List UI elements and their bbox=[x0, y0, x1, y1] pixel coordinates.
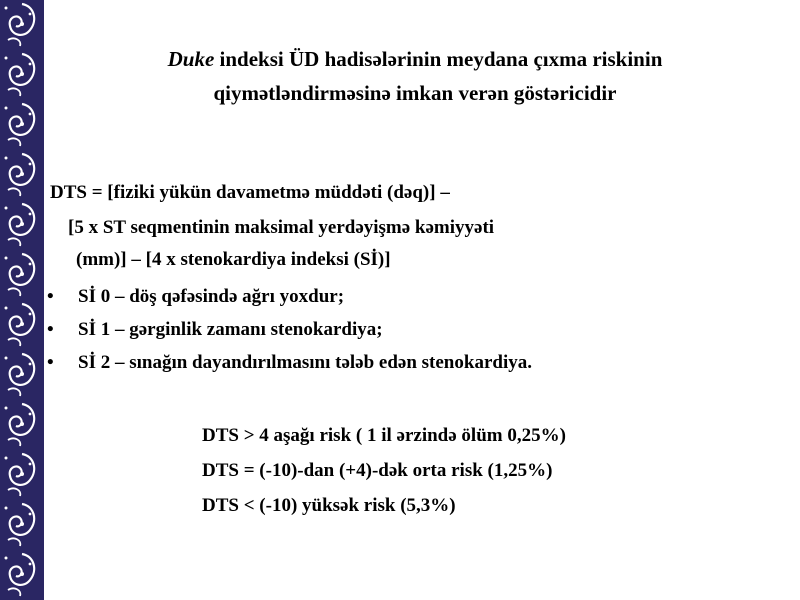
slide-title bbox=[60, 42, 770, 110]
decorative-paisley-border bbox=[0, 0, 44, 600]
bullet-item-si1: Sİ 1 – gərginlik zamanı stenokardiya; bbox=[78, 319, 383, 340]
bullet-item-si2: Sİ 2 – sınağın dayandırılmasını tələb edən stenokardiya. bbox=[78, 352, 532, 373]
title-line-1 bbox=[60, 42, 770, 76]
risk-high: DTS < (-10) yüksək risk (5,3%) bbox=[202, 495, 456, 516]
formula-line-3: (mm)] – [4 x stenokardiya indeksi (Sİ)] bbox=[76, 249, 391, 270]
title-line-2: qiymətləndirməsinə imkan verən göstəricidir bbox=[213, 81, 617, 105]
bullet-item-si0: Sİ 0 – döş qəfəsində ağrı yoxdur; bbox=[78, 286, 345, 307]
risk-low: DTS > 4 aşağı risk ( 1 il ərzində ölüm 0,25%) bbox=[202, 425, 566, 446]
bullet-marker: • bbox=[47, 286, 54, 307]
bullet-marker: • bbox=[47, 319, 54, 340]
title-line-1-rest: indeksi ÜD hadisələrinin meydana çıxma riskinin bbox=[214, 47, 663, 71]
paisley-pattern-icon bbox=[0, 0, 44, 600]
title-italic-word: Duke bbox=[167, 47, 215, 71]
risk-medium: DTS = (-10)-dan (+4)-dək orta risk (1,25%) bbox=[202, 460, 553, 481]
formula-line-2: [5 x ST seqmentinin maksimal yerdəyişmə kəmiyyəti bbox=[68, 217, 495, 238]
formula-line-1: DTS = [fiziki yükün davametmə müddəti (dəq)] – bbox=[50, 182, 450, 203]
bullet-marker: • bbox=[47, 352, 54, 373]
